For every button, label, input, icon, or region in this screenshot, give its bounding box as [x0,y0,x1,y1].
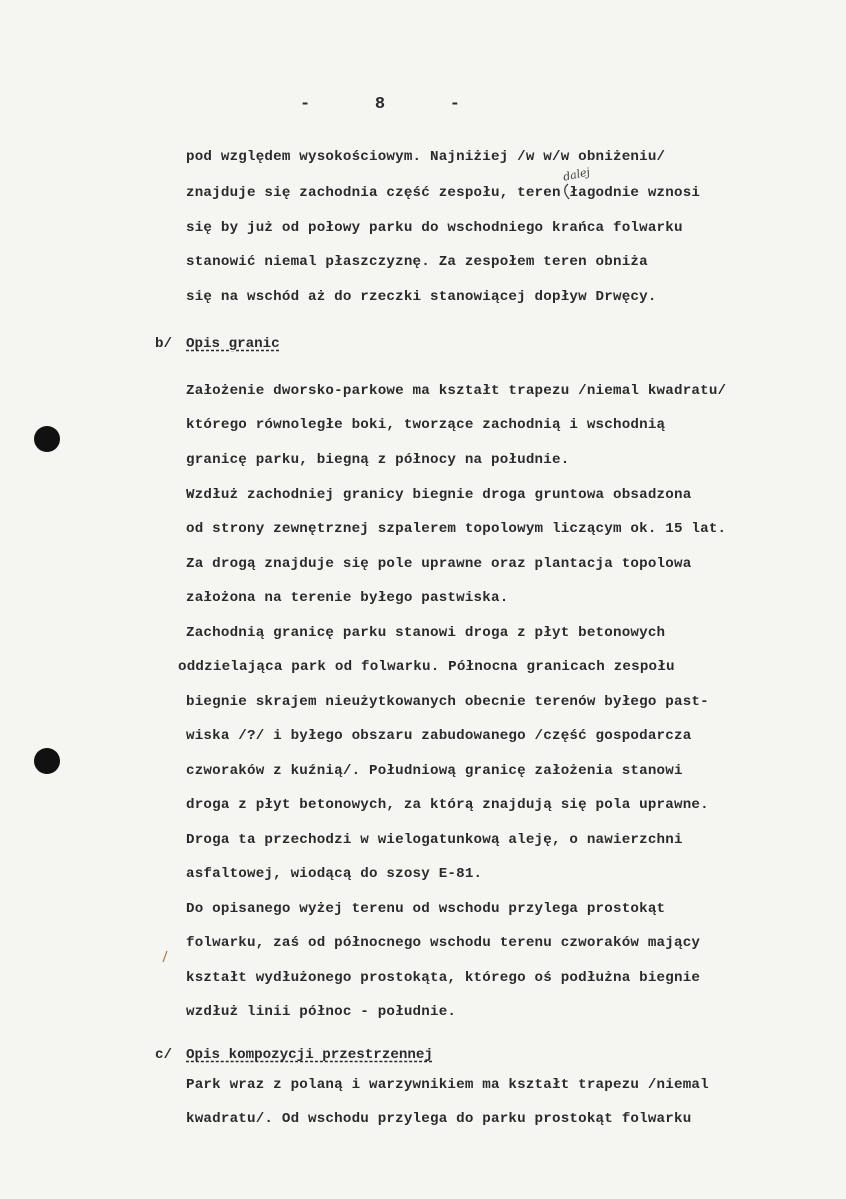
text-line: kształt wydłużonego prostokąta, którego oś podłużna biegnie [186,970,701,986]
text-line: znajduje się zachodnia część zespołu, teren łagodnie wznosi [186,185,701,201]
text-line: od strony zewnętrznej szpalerem topolowym liczącym ok. 15 lat. [186,521,727,537]
section-b-label: b/ [155,336,173,352]
text-line: stanowić niemal płaszczyznę. Za zespołem teren obniża [186,254,648,270]
text-line: folwarku, zaś od północnego wschodu terenu czworaków mający [186,935,701,951]
text-line: się na wschód aż do rzeczki stanowiącej dopływ Drwęcy. [186,289,657,305]
text-line: Zachodnią granicę parku stanowi droga z płyt betonowych [186,625,666,641]
section-b-heading: Opis granic [186,336,280,352]
text-line: założona na terenie byłego pastwiska. [186,590,509,606]
punch-hole-top [34,426,60,452]
text-line: Do opisanego wyżej terenu od wschodu przylega prostokąt [186,901,666,917]
text-line: wiska /?/ i byłego obszaru zabudowanego /część gospodarcza [186,728,692,744]
text-line: wzdłuż linii północ - południe. [186,1004,457,1020]
text-line: droga z płyt betonowych, za którą znajdują się pola uprawne. [186,797,709,813]
text-line: Park wraz z polaną i warzywnikiem ma kształt trapezu /niemal [186,1077,709,1093]
page-number-dash-left: - [300,94,311,114]
text-line: się by już od połowy parku do wschodniego krańca folwarku [186,220,683,236]
pen-mark [160,950,170,964]
text-line: pod względem wysokościowym. Najniżiej /w w/w obniżeniu/ [186,149,666,165]
text-line: któregо równoległe boki, tworzące zachodnią i wschodnią [186,417,666,433]
page-number [300,92,460,116]
text-line: Wzdłuż zachodniej granicy biegnie droga gruntowa obsadzona [186,487,692,503]
text-line: granicę parku, biegną z północy na południe. [186,452,570,468]
text-line: Założenie dworsko-parkowe ma kształt trapezu /niemal kwadratu/ [186,383,727,399]
text-line: asfaltowej, wiodącą do szosy E-81. [186,866,483,882]
section-c-heading: Opis kompozycji przestrzennej [186,1047,433,1063]
handwritten-annotation: dalej [561,165,592,184]
page-number-dash-right: - [449,94,460,114]
section-c-label: c/ [155,1047,173,1063]
punch-hole-bottom [34,748,60,774]
text-line: czworaków z kuźnią/. Południową granicę założenia stanowi [186,763,683,779]
text-line: Za drogą znajduje się pole uprawne oraz plantacja topolowa [186,556,692,572]
text-line: kwadratu/. Od wschodu przylega do parku prostokąt folwarku [186,1111,692,1127]
text-line: oddzielająca park od folwarku. Północna granicach zespołu [178,659,675,675]
text-line: biegnie skrajem nieużytkowanych obecnie terenów byłego past- [186,694,709,710]
text-line: Droga ta przechodzi w wielogatunkową aleję, o nawierzchni [186,832,683,848]
page-number-value: 8 [374,94,386,114]
